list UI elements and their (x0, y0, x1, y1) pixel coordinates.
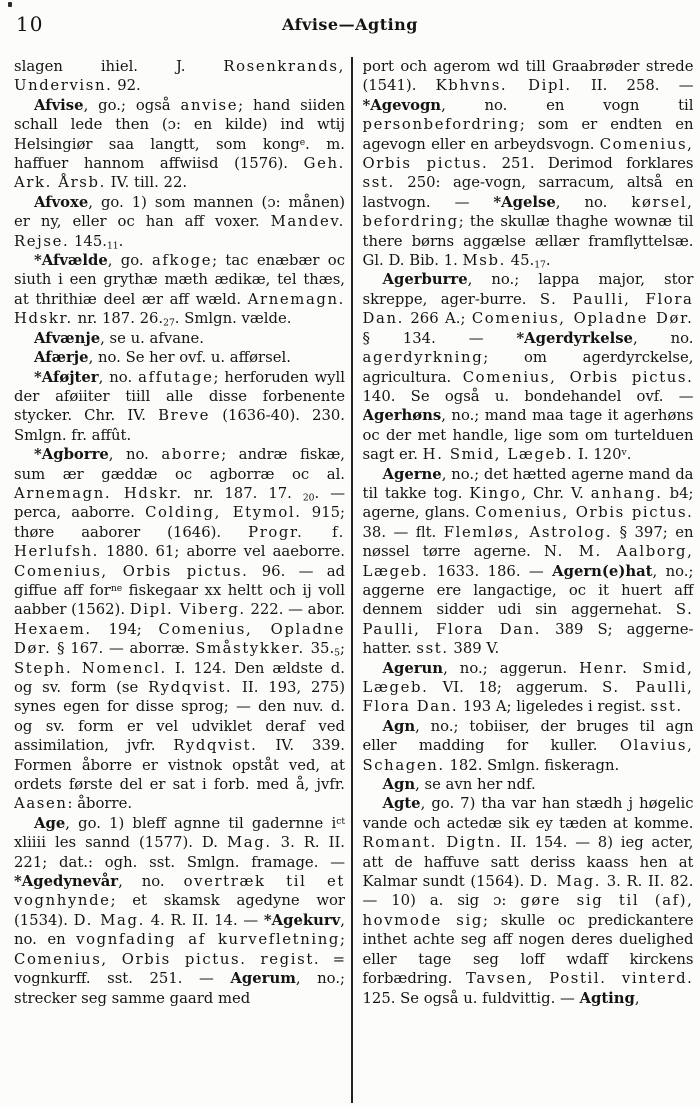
entry-headword: *Agborre (34, 446, 109, 464)
left-column (14, 57, 345, 1108)
body-text: 266 A.; (403, 310, 472, 328)
right-column (363, 57, 694, 1108)
citation-text: D. Mag. (529, 873, 602, 891)
body-text: , no.; mand maa tage it agerhøns oc der met handle, lige som om turtelduen sagt er. (362, 407, 694, 464)
body-text: , no.; aggerne ere langactige, oc it huert aff dennem sidder udi sin aggernehat. (362, 562, 694, 619)
body-text: b4; agerne, glans. (362, 484, 694, 522)
body-text: fiskegaar xx heltt och ij voll aabber (1562). (14, 581, 345, 619)
entry-headword: Agerun (382, 659, 444, 677)
body-text: 92. (112, 77, 141, 95)
body-text: ; som er endten en agevogn eller en arbeydsvogn. (362, 116, 694, 153)
scan-artifact-speck (8, 2, 12, 7)
citation-text: Kingo (469, 484, 522, 502)
body-text: ; the skullæ thaghe wownæ til there børns aggælse ællær framflyttelsæ. Gl. D. Bib. 1. (362, 213, 694, 270)
body-text: I. 120 (573, 446, 622, 464)
page-header (0, 10, 700, 40)
dictionary-paragraph (14, 96, 345, 193)
body-text: 1633. 186. — (428, 562, 553, 580)
body-text: 915; thøre aaborer (1646). (14, 504, 345, 541)
body-text: xliiii les sannd (1577). D. (14, 834, 227, 852)
body-text: . (626, 446, 632, 464)
body-text: 20 (302, 492, 315, 504)
body-text: 1880. 61; aborre vel aaeborre. (98, 543, 345, 561)
entry-headword: Agerhøns (362, 407, 442, 425)
body-text: : åborre. (67, 795, 133, 813)
body-text: II. 193, 275) synes egen for disse sprog; — den nuv. d. og sv. form er vel udviklet deraf ved assimilation, jvfr. (14, 679, 345, 755)
entry-headword: *Afvælde (34, 252, 108, 270)
body-text: ; (340, 931, 345, 949)
entry-headword: *Agelse (493, 193, 556, 211)
dictionary-paragraph (363, 270, 694, 464)
dictionary-paragraph (363, 465, 694, 659)
body-text: (1636-40). 230. Smlgn. fr. affût. (14, 407, 345, 444)
body-text: 145. (69, 232, 107, 250)
citation-text: Rosenkrands, Undervisn. (14, 58, 345, 95)
citation-text: Progr. f. Herlufsh. (14, 523, 345, 561)
body-text: . m. haffuer hannom affwiisd (1576). (14, 135, 345, 173)
entry-headword: *Agekurv (263, 911, 341, 929)
body-text: 11 (106, 239, 119, 251)
citation-text: Aasen (14, 795, 68, 813)
body-text: ; et skamsk agedyne wor (1534). (14, 892, 345, 929)
body-text: § 134. — (362, 329, 517, 347)
body-text: II. 258. — (571, 77, 694, 95)
citation-text: Småstykker. (195, 640, 305, 658)
body-text: , go. 1) som mannen (ɔ: månen) er ny, eller oc han aff voxer. (14, 193, 345, 231)
citation-text: Rydqvist. (173, 737, 258, 755)
citation-text: Arnemagn. Hdskr. (14, 484, 183, 502)
body-text: nr. 187. 26. (72, 310, 164, 328)
citation-text: Romant. Digtn. (362, 834, 503, 852)
citation-text: Comenius, Opladne Dør. (471, 310, 694, 328)
citation-text: H. Smid, Lægeb. (422, 446, 574, 464)
body-text: 45. (505, 252, 535, 270)
body-text: , se u. afvane. (100, 329, 205, 347)
citation-text: S. Paulli, Flora Dan. (362, 601, 694, 638)
body-text: , no. (118, 873, 184, 891)
body-text: 194; (91, 620, 159, 638)
entry-headword: Afvoxe (34, 193, 89, 211)
entry-headword: Afvise (34, 96, 84, 114)
body-text: ; andræ fiskæ, sum ær gæddæ oc agborræ oc al. (14, 446, 345, 483)
body-text: ; herforuden wyll der aføiiter tiill alle disse forbenente stycker. Chr. IV. (14, 368, 345, 425)
dictionary-paragraph (363, 775, 694, 794)
body-text: e (299, 136, 306, 148)
body-text: , no. en (14, 911, 345, 949)
citation-text: Mandev. Rejse. (14, 213, 345, 250)
body-text: IV. 339. Formen åborre er vistnok opståt ved, at ordets første del er sat i forb. med å, jvfr. (14, 737, 345, 794)
citation-text: vognfading af kurvefletning (76, 931, 340, 949)
body-text: , no.; aggerun. (443, 659, 580, 677)
body-text: 193 A; ligeledes i regist. (458, 698, 651, 716)
entry-headword: *Agevogn (362, 96, 442, 114)
entry-headword: Agte (382, 795, 421, 813)
body-text: . (545, 252, 551, 270)
body-text: IV. till. 22. (105, 174, 188, 192)
entry-headword: Agern(e)hat (552, 562, 653, 580)
citation-text: Comenius, Orbis pictus. (462, 368, 694, 386)
body-text: , se avn her ndf. (415, 776, 536, 794)
entry-headword: Agting (579, 989, 635, 1007)
citation-text: personbefordring (362, 116, 520, 134)
citation-text: affutage (138, 368, 214, 386)
entry-headword: Agerne (382, 465, 442, 483)
citation-text: Comenius, Orbis pictus. regist. (14, 950, 321, 968)
entry-headword: *Agedynevår (14, 873, 119, 891)
dictionary-paragraph (14, 57, 345, 96)
body-text: 140. Se også u. bondehandel ovf. — (362, 387, 694, 405)
body-text: , no. (98, 368, 139, 386)
citation-text: D. Mag. (73, 911, 145, 929)
body-text: ; tac enæbær oc siuth i een grythæ mæth ædikæ, tel thæs, at thrithiæ deel ær aff wæld. (14, 252, 345, 308)
citation-text: kørsel, befordring (362, 193, 694, 231)
citation-text: Henr. Smid, Lægeb. (362, 659, 694, 696)
body-text: , go.; også (83, 96, 181, 114)
body-text: v (621, 447, 627, 458)
citation-text: Rydqvist. (148, 679, 233, 696)
entry-headword: Agn (382, 717, 416, 735)
entry-headword: Agn (382, 776, 416, 794)
body-text: VI. 18; aggerum. (428, 679, 603, 696)
citation-text: Comenius, Orbis pictus. (362, 135, 694, 173)
citation-text: sst. (650, 698, 683, 716)
body-text: § 167. — aborræ. (51, 640, 196, 658)
entry-headword: Afærje (34, 349, 89, 367)
entry-headword: *Aføjter (34, 368, 99, 386)
citation-text: aborre (161, 446, 222, 464)
body-text: 251. Derimod forklares (488, 155, 694, 173)
citation-text: sst. (362, 174, 395, 192)
citation-text: Olavius, Schagen. (362, 737, 694, 774)
citation-text: Geh. Ark. Årsb. (14, 155, 345, 192)
body-text: ; skulle oc predickantere inthet achte seg aff nogen deres duelighed eller tage seg loff wdaff kirckens forbædring. (362, 911, 694, 988)
citation-text: S. Paulli, Flora Dan. (362, 290, 694, 328)
body-text: , no. (632, 329, 694, 347)
body-text: , (634, 989, 640, 1007)
body-text: , go. 7) tha var han stædh j høgelic vande och actedæ sik ey tæden at komme. (362, 795, 694, 832)
body-text: 3. R. II. 221; dat.: ogh. sst. Smlgn. framage. — (14, 834, 345, 871)
dictionary-paragraph (14, 814, 345, 1008)
entry-headword: Agerum (230, 970, 296, 988)
body-text: ; (340, 640, 345, 658)
dictionary-paragraph (14, 329, 345, 348)
body-text: = vognkurff. sst. 251. — (14, 950, 345, 988)
page-number: 10 (16, 12, 44, 36)
body-text: 125. Se også u. fuldvittig. — (362, 989, 580, 1007)
body-text: 27 (163, 317, 175, 329)
running-title: Afvise—Agting (282, 15, 418, 34)
citation-text: Steph. Nomencl. (14, 659, 167, 677)
body-text: . — perca, aaborre. (14, 484, 345, 522)
entry-headword: *Agerdyrkelse (516, 329, 633, 347)
body-text: ; om agerdyrckelse, agricultura. (362, 349, 694, 386)
citation-text: anvise (180, 96, 239, 114)
citation-text: Comenius, Opladne Dør. (14, 620, 345, 658)
dictionary-paragraph (14, 368, 345, 446)
dictionary-paragraph (363, 717, 694, 775)
body-text: , Chr. V. (521, 484, 591, 502)
body-text: 17 (534, 259, 546, 271)
citation-text: Mag. (226, 834, 272, 852)
citation-text: Colding, Etymol. (145, 504, 302, 522)
citation-text: Hexaem. (14, 620, 92, 638)
body-text: slagen ihiel. J. (14, 58, 224, 75)
body-text: , no.; strecker seg samme gaard med (14, 970, 345, 1007)
body-text: , no.; lappa major, stor skreppe, ager-burre. (362, 271, 694, 308)
body-text: , go. (107, 252, 152, 270)
citation-text: anhang. (590, 484, 663, 502)
body-text: 222. — abor. (245, 601, 345, 619)
body-text: 38. — flt. (362, 523, 444, 541)
citation-text: S. Paulli, Flora Dan. (362, 679, 694, 716)
entry-headword: Agerburre (382, 271, 468, 289)
body-text: 182. Smlgn. fiskeragn. (444, 756, 620, 774)
text-body (14, 57, 694, 1108)
body-text: , no. Se her ovf. u. afførsel. (88, 349, 291, 367)
citation-text: N. M. Aalborg, Lægeb. (362, 543, 694, 580)
citation-text: Tavsen, Postil. vinterd. (466, 970, 694, 988)
citation-text: Comenius, Orbis pictus. (14, 562, 249, 580)
citation-text: Breve (158, 407, 211, 425)
body-text: . (118, 232, 124, 250)
body-text: , no. (108, 446, 162, 464)
body-text: 5 (334, 647, 340, 659)
entry-headword: Afvænje (34, 329, 101, 347)
body-text: § 397; en nøssel tørre agerne. (362, 523, 694, 561)
column-divider-rule (351, 57, 353, 1103)
citation-text: gøre sig til (af), hovmode sig (362, 892, 694, 929)
body-text: . Smlgn. vælde. (174, 310, 292, 328)
body-text: 35. (304, 640, 335, 658)
citation-text: Flemløs, Astrolog. (443, 523, 613, 541)
body-text: , no.; det hætted agerne mand da til takke tog. (362, 465, 694, 502)
citation-text: Dipl. Viberg. (129, 601, 246, 619)
body-text: port och agerom wd till Graabrøder strede (1541). (362, 58, 694, 95)
dictionary-paragraph (14, 193, 345, 251)
body-text: 389 S; aggerne-hatter. (362, 620, 694, 658)
citation-text: afkoge (151, 252, 213, 270)
citation-text: Comenius, Orbis pictus. (475, 504, 694, 522)
body-text: , no. (555, 193, 632, 211)
body-text: nr. 187. 17. (182, 484, 303, 502)
body-text: 96. — ad giffue aff for (14, 562, 345, 599)
body-text: I. 124. Den ældste d. og sv. form (se (14, 659, 345, 696)
dictionary-paragraph (14, 348, 345, 367)
body-text: ct (336, 815, 345, 827)
body-text: 250: age-vogn, sarracum, altså en lastvogn. — (362, 174, 694, 211)
citation-text: Msb. (462, 252, 506, 270)
entry-headword: Age (34, 814, 66, 832)
body-text: 4. R. II. 14. — (144, 911, 264, 929)
citation-text: sst. (416, 640, 449, 658)
body-text: II. 154. — 8) ieg acter, att de haffuve satt deriss kaass hen at Kalmar sundt (1564). (362, 834, 694, 891)
dictionary-paragraph (14, 445, 345, 814)
dictionary-paragraph (14, 251, 345, 329)
dictionary-paragraph (363, 57, 694, 270)
dictionary-paragraph (363, 659, 694, 717)
body-text: , no. en vogn til (441, 96, 694, 114)
body-text: , go. 1) bleff agnne til gadernne i (65, 814, 337, 832)
citation-text: overtræk til et vognhynde (14, 873, 345, 910)
body-text: 389 V. (448, 640, 500, 658)
citation-text: Arnemagn. Hdskr. (14, 290, 345, 328)
body-text: 3. R. II. 82. — 10) a. sig ɔ: (362, 873, 694, 910)
citation-text: Kbhvns. Dipl. (435, 77, 572, 95)
body-text: , no.; tobiiser, der bruges til agn eller madding for kuller. (362, 717, 694, 755)
citation-text: agerdyrkning (362, 349, 484, 367)
dictionary-paragraph (363, 794, 694, 1007)
body-text: ne (110, 582, 123, 594)
body-text: ; hand siiden schall lede then (ɔ: en kilde) ind wtij Helsingiør saa langtt, som kong (14, 96, 345, 153)
